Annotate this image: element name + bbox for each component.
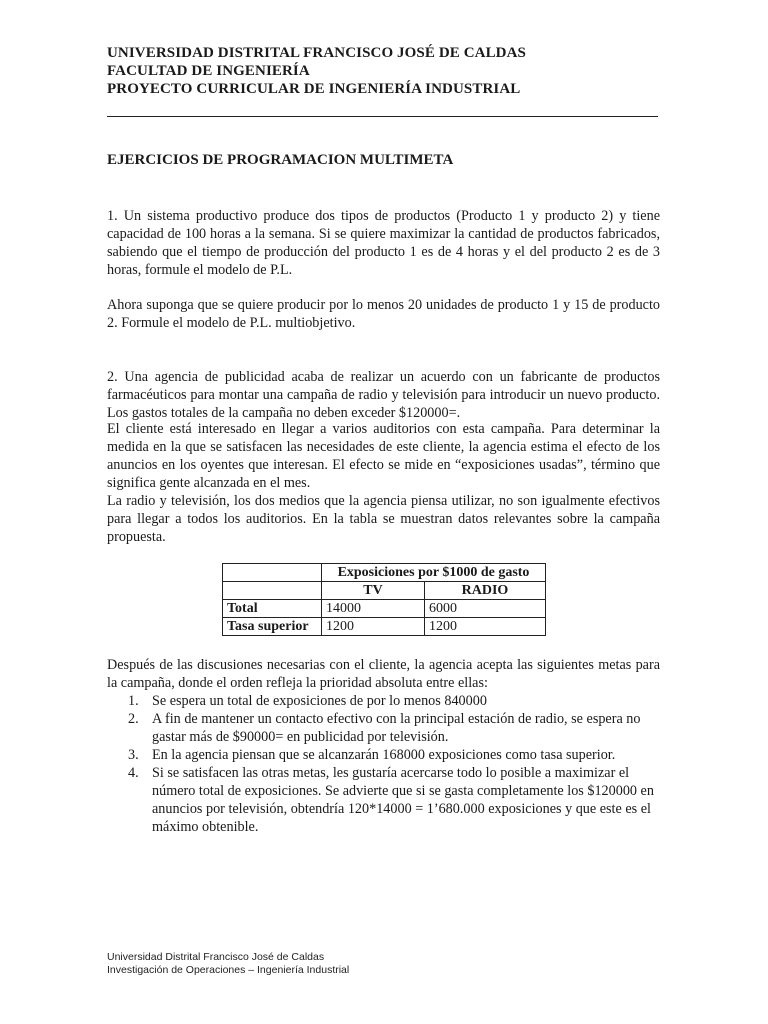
table-header-row [223,564,546,582]
university-name: UNIVERSIDAD DISTRITAL FRANCISCO JOSÉ DE CALDAS [107,45,526,61]
goals-intro-paragraph: Después de las discusiones necesarias con el cliente, la agencia acepta las siguientes metas para la campaña, donde el orden refleja la prioridad absoluta entre ellas: [107,657,660,691]
column-header-tv: TV [322,582,425,600]
exposures-table [222,563,546,636]
exercise-2-statement: 2. Una agencia de publicidad acaba de realizar un acuerdo con un fabricante de productos farmacéuticos para montar una campaña de radio y televisión para introducir un nuevo producto. Los gastos totales de la campaña no deben exceder $120000=. [107,369,660,421]
list-item-text: A fin de mantener un contacto efectivo con la principal estación de radio, se espera no gastar más de $90000= en publicidad por televisión. [152,711,641,745]
list-item [107,764,660,836]
exercise-1-followup: Ahora suponga que se quiere producir por lo menos 20 unidades de producto 1 y 15 de producto 2. Formule el modelo de P.L. multiobjetivo. [107,297,660,331]
goals-list [107,692,660,836]
list-item [107,746,660,764]
list-item-number: 2. [128,711,139,727]
document-header [107,44,659,98]
faculty-name: FACULTAD DE INGENIERÍA [107,63,310,79]
page-title: EJERCICIOS DE PROGRAMACION MULTIMETA [107,152,454,168]
document-footer [107,951,349,977]
list-item [107,692,660,710]
cell-tv: 1200 [322,618,425,636]
footer-university: Universidad Distrital Francisco José de Caldas [107,951,325,963]
exercise-1-statement: 1. Un sistema productivo produce dos tipos de productos (Producto 1 y producto 2) y tiene capacidad de 100 horas a la semana. Si se quiere maximizar la cantidad de productos fabricados, sabiendo que el tiempo de producción del producto 1 es de 4 horas y el del producto 2 es de 3 horas, formule el modelo de P.L. [107,208,660,278]
list-item-text: Se espera un total de exposiciones de por lo menos 840000 [152,693,487,709]
row-label: Tasa superior [223,618,322,636]
header-divider [107,116,658,117]
exercise-2-media-paragraph: La radio y televisión, los dos medios que la agencia piensa utilizar, no son igualmente efectivos para llegar a todos los auditorios. En la tabla se muestran datos relevantes sobre la campaña propuesta. [107,493,660,545]
cell-radio: 1200 [425,618,546,636]
list-item-text: Si se satisfacen las otras metas, les gustaría acercarse todo lo posible a maximizar el número total de exposiciones. Se advierte que si se gasta completamente los $120000 en anuncios por televisión, obtendría 120*14000 = 1’680.000 exposiciones y que este es el máximo obtenible. [152,765,654,835]
table-row [223,600,546,618]
table-row [223,618,546,636]
table-group-header: Exposiciones por $1000 de gasto [322,564,546,582]
exercise-2-client-paragraph: El cliente está interesado en llegar a varios auditorios con esta campaña. Para determinar la medida en la que se satisfacen las necesidades de este cliente, la agencia estima el efecto de los anuncios en los oyentes que interesan. El efecto se mide en “exposiciones usadas”, término que significa gente alcanzada en el mes. [107,421,660,491]
list-item-number: 1. [128,693,139,709]
row-label: Total [223,600,322,618]
table-corner-cell [223,582,322,600]
list-item-number: 3. [128,747,139,763]
cell-radio: 6000 [425,600,546,618]
column-header-radio: RADIO [425,582,546,600]
table-subheader-row [223,582,546,600]
list-item-number: 4. [128,765,139,781]
program-name: PROYECTO CURRICULAR DE INGENIERÍA INDUSTRIAL [107,81,521,97]
footer-course: Investigación de Operaciones – Ingeniería Industrial [107,964,350,976]
cell-tv: 14000 [322,600,425,618]
list-item-text: En la agencia piensan que se alcanzarán 168000 exposiciones como tasa superior. [152,747,616,763]
table-corner-cell [223,564,322,582]
list-item [107,710,660,746]
